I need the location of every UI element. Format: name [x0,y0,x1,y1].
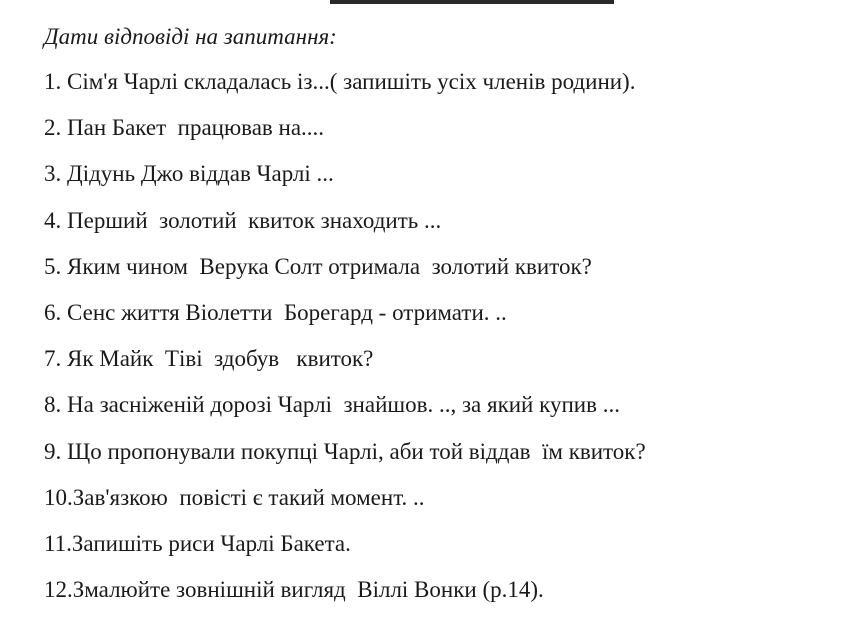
heading-underline-fragment [330,0,614,4]
question-4: 4. Перший золотий квиток знаходить ... [44,207,442,233]
question-7: 7. Як Майк Тіві здобув квиток? [44,346,374,372]
question-12: 12.Змалюйте зовнішній вигляд Віллі Вонки (р.14). [44,577,544,603]
question-8: 8. На засніженій дорозі Чарлі знайшов. .., за який купив ... [44,392,620,418]
question-2: 2. Пан Бакет працював на.... [44,115,325,141]
question-9: 9. Що пропонували покупці Чарлі, аби той віддав їм квиток? [44,438,646,464]
question-3: 3. Дідунь Джо віддав Чарлі ... [44,161,334,187]
question-list [44,64,646,618]
question-10: 10.Зав'язкою повісті є такий момент. .. [44,484,425,510]
question-5: 5. Яким чином Верука Солт отримала золотий квиток? [44,253,592,279]
question-1: 1. Сім'я Чарлі складалась із...( запишіть усіх членів родини). [44,69,636,94]
question-6: 6. Сенс життя Віолетти Борегард - отримати. .. [44,299,507,325]
instruction-text: Дати відповіді на запитання: [44,24,337,49]
question-11: 11.Запишіть риси Чарлі Бакета. [44,530,351,556]
